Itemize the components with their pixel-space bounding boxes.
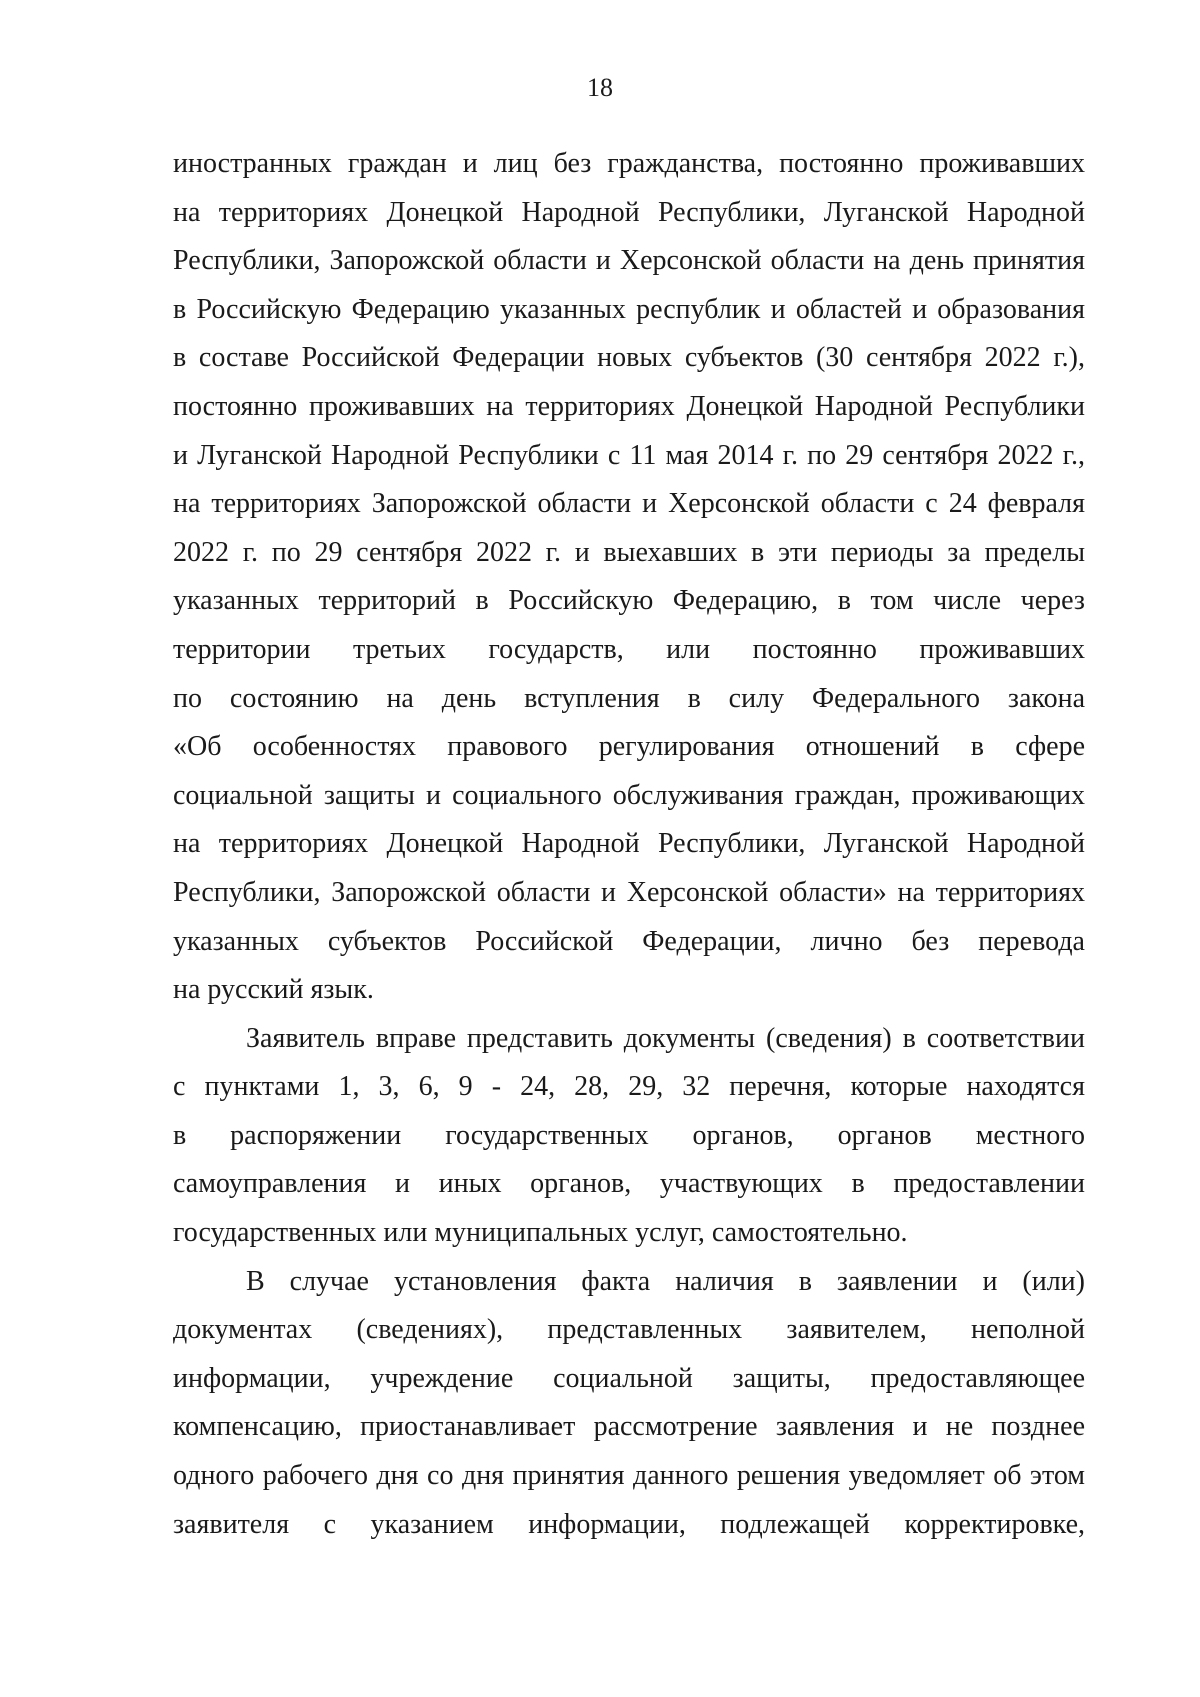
text-line: заявителя с указанием информации, подлежащей корректировке, bbox=[173, 1508, 1085, 1540]
page-number: 18 bbox=[587, 73, 613, 102]
text-line: «Об особенностях правового регулирования отношений в сфере bbox=[173, 731, 1085, 763]
text-line: указанных субъектов Российской Федерации, лично без перевода bbox=[173, 925, 1085, 957]
text-line: на русский язык. bbox=[173, 974, 374, 1006]
text-line: и Луганской Народной Республики с 11 мая 2014 г. по 29 сентября 2022 г., bbox=[173, 439, 1085, 471]
text-line: на территориях Донецкой Народной Республики, Луганской Народной bbox=[173, 196, 1085, 228]
text-line: на территориях Донецкой Народной Республики, Луганской Народной bbox=[173, 828, 1085, 860]
text-line: документах (сведениях), представленных заявителем, неполной bbox=[173, 1314, 1085, 1346]
text-line: Республики, Запорожской области и Херсонской области» на территориях bbox=[173, 876, 1085, 908]
text-line: информации, учреждение социальной защиты, предоставляющее bbox=[173, 1362, 1085, 1394]
text-line: территории третьих государств, или постоянно проживавших bbox=[173, 633, 1085, 665]
text-line: компенсацию, приостанавливает рассмотрение заявления и не позднее bbox=[173, 1411, 1085, 1443]
text-line: в распоряжении государственных органов, органов местного bbox=[173, 1119, 1085, 1151]
text-line: в составе Российской Федерации новых субъектов (30 сентября 2022 г.), bbox=[173, 342, 1085, 374]
text-line: указанных территорий в Российскую Федерацию, в том числе через bbox=[173, 585, 1085, 617]
text-line: постоянно проживавших на территориях Донецкой Народной Республики bbox=[173, 390, 1085, 422]
text-line: В случае установления факта наличия в заявлении и (или) bbox=[246, 1265, 1085, 1297]
text-line: в Российскую Федерацию указанных республик и областей и образования bbox=[173, 293, 1085, 325]
text-line: с пунктами 1, 3, 6, 9 - 24, 28, 29, 32 перечня, которые находятся bbox=[173, 1071, 1085, 1103]
text-line: государственных или муниципальных услуг, самостоятельно. bbox=[173, 1217, 908, 1249]
text-line: Республики, Запорожской области и Херсонской области на день принятия bbox=[173, 245, 1085, 277]
body-text bbox=[173, 140, 1085, 1549]
text-line: по состоянию на день вступления в силу Федерального закона bbox=[173, 682, 1085, 714]
text-line: 2022 г. по 29 сентября 2022 г. и выехавших в эти периоды за пределы bbox=[173, 536, 1085, 568]
text-line: иностранных граждан и лиц без гражданства, постоянно проживавших bbox=[173, 148, 1085, 179]
text-line: Заявитель вправе представить документы (сведения) в соответствии bbox=[246, 1022, 1085, 1054]
text-line: одного рабочего дня со дня принятия данного решения уведомляет об этом bbox=[173, 1460, 1085, 1492]
text-line: самоуправления и иных органов, участвующих в предоставлении bbox=[173, 1168, 1085, 1200]
text-line: на территориях Запорожской области и Херсонской области с 24 февраля bbox=[173, 488, 1085, 520]
text-line: социальной защиты и социального обслуживания граждан, проживающих bbox=[173, 779, 1085, 811]
